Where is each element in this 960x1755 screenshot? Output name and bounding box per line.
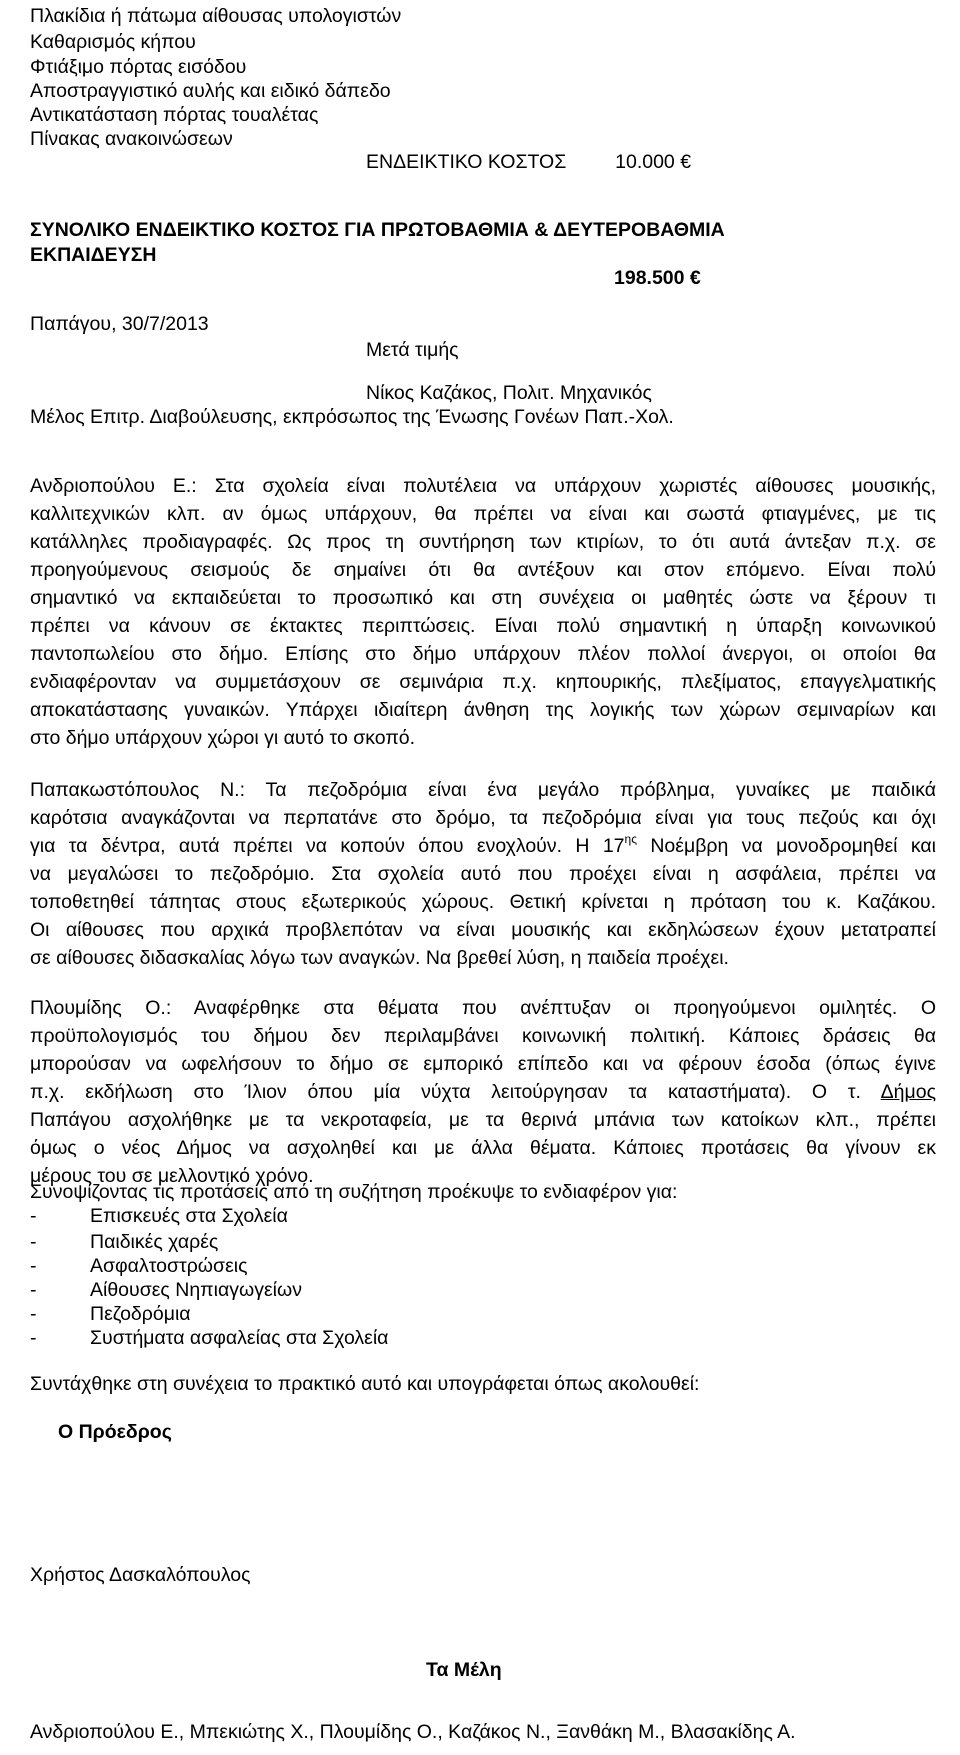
list-item-label: Παιδικές χαρές (90, 1231, 219, 1253)
signer-name: Νίκος Καζάκος, Πολιτ. Μηχανικός (366, 382, 652, 404)
total-amount-line (614, 266, 701, 290)
list-item (30, 1302, 191, 1326)
text-run: Νοέμβρη να μονοδρομηθεί και (636, 835, 936, 857)
underlined-text: Δήμος (880, 1081, 937, 1103)
closing-respect: Μετά τιμής (366, 339, 459, 361)
paragraph-line: παντοπωλείου στο δήμο. Επίσης στο δήμο υπάρχουν πλέον πολλοί άνεργοι, οι οποίοι θα (30, 643, 936, 665)
list-item: Πίνακας ανακοινώσεων (30, 128, 233, 150)
paragraph-line: όμως ο νέος Δήμος να ασχοληθεί και με άλλα θέματα. Κάποιες προτάσεις θα γίνουν εκ (30, 1137, 936, 1159)
president-name: Χρήστος Δασκαλόπουλος (30, 1564, 251, 1586)
subtotal-label: ΕΝΔΕΙΚΤΙΚΟ ΚΟΣΤΟΣ (366, 151, 567, 173)
paragraph-line: ενδιαφέρονταν να συμμετάσχουν σε σεμινάρια π.χ. κηπουρικής, πλεξίματος, επαγγελματικής (30, 671, 936, 693)
paragraph-line: κατάλληλες προδιαγραφές. Ως προς τη συντήρηση των κτιρίων, το ότι αυτά άντεξαν π.χ. σε (30, 531, 936, 553)
list-item: Αποστραγγιστικό αυλής και ειδικό δάπεδο (30, 80, 391, 102)
paragraph-line: Οι αίθουσες που αρχικά προβλεπόταν να είναι μουσικής και εκδηλώσεων έχουν μετατραπεί (30, 919, 936, 941)
place-date: Παπάγου, 30/7/2013 (30, 313, 209, 335)
dash-marker: - (30, 1205, 37, 1227)
paragraph-line: Ανδριοπούλου Ε.: Στα σχολεία είναι πολυτέλεια να υπάρχουν χωριστές αίθουσες μουσικής, (30, 475, 936, 497)
list-item (30, 1230, 218, 1254)
paragraph-line: προϋπολογισμός του δήμου δεν περιλαμβάνει κοινωνική πολιτική. Κάποιες δράσεις θα (30, 1025, 936, 1047)
dash-marker: - (30, 1303, 37, 1325)
paragraph-line (30, 832, 936, 860)
list-item-label: Επισκευές στα Σχολεία (90, 1205, 288, 1227)
subtotal-amount: 10.000 (615, 151, 675, 173)
list-item (30, 1326, 388, 1350)
total-heading-line2: ΕΚΠΑΙΔΕΥΣΗ (30, 244, 157, 266)
paragraph-line: αποκατάστασης γυναικών. Υπάρχει ιδιαίτερη άνθηση της λογικής των χώρων σεμιναρίων και (30, 699, 936, 721)
paragraph-line: σε αίθουσες διδασκαλίας λόγω των αναγκών. Να βρεθεί λύση, η παιδεία προέχει. (30, 947, 729, 969)
paragraph-line: προηγούμενους σεισμούς δε σημαίνει ότι θα αντέξουν και στον επόμενο. Είναι πολύ (30, 559, 936, 581)
text-run: για τα δέντρα, αυτά πρέπει να κοπούν όπου ενοχλούν. Η 17 (30, 835, 625, 857)
total-currency: € (689, 267, 701, 289)
summary-intro: Συνοψίζοντας τις προτάσεις από τη συζήτηση προέκυψε το ενδιαφέρον για: (30, 1181, 678, 1203)
paragraph-line: τοποθετηθεί τάπητας στους εξωτερικούς χώρους. Θετική κρίνεται η πρόταση του κ. Καζάκου. (30, 891, 936, 913)
signer-role: Μέλος Επιτρ. Διαβούλευσης, εκπρόσωπος της Ένωσης Γονέων Παπ.-Χολ. (30, 406, 674, 428)
paragraph-ploumidis (30, 994, 936, 1190)
dash-marker: - (30, 1255, 37, 1277)
paragraph-line: σημαντικό να εκπαιδεύεται το προσωπικό και στη συνέχεια οι μαθητές ώστε να ξέρουν τι (30, 587, 936, 609)
list-item: Καθαρισμός κήπου (30, 31, 196, 53)
paragraph-line: πρέπει να κάνουν σε έκτακτες περιπτώσεις. Είναι πολύ σημαντική η ύπαρξη κοινωνικού (30, 615, 936, 637)
paragraph-line: στο δήμο υπάρχουν χώροι γι αυτό το σκοπό. (30, 727, 416, 749)
list-item: Πλακίδια ή πάτωμα αίθουσας υπολογιστών (30, 5, 402, 27)
list-item-label: Πεζοδρόμια (90, 1303, 191, 1325)
list-item (30, 1254, 248, 1278)
paragraph-line: Πλουμίδης Ο.: Αναφέρθηκε στα θέματα που ανέπτυξαν οι προηγούμενοι ομιλητές. Ο (30, 997, 936, 1019)
paragraph-line: να μεγαλώσει το πεζοδρόμιο. Στα σχολεία αυτό που προέχει είναι η ασφάλεια, πρέπει να (30, 863, 936, 885)
president-label: Ο Πρόεδρος (58, 1421, 172, 1443)
list-item-label: Αίθουσες Νηπιαγωγείων (90, 1279, 302, 1301)
dash-marker: - (30, 1327, 37, 1349)
paragraph-line: μπορούσαν να ωφελήσουν το δήμο σε εμπορικό επίπεδο και να φέρουν έσοδα (όπως έγινε (30, 1053, 936, 1075)
paragraph-line: καλλιτεχνικών κλπ. αν όμως υπάρχουν, θα πρέπει να είναι και σωστά φτιαγμένες, με τις (30, 503, 936, 525)
closing-statement: Συντάχθηκε στη συνέχεια το πρακτικό αυτό και υπογράφεται όπως ακολουθεί: (30, 1373, 700, 1395)
list-item: Αντικατάσταση πόρτας τουαλέτας (30, 104, 319, 126)
members-label: Τα Μέλη (426, 1659, 502, 1681)
members-names: Ανδριοπούλου Ε., Μπεκιώτης Χ., Πλουμίδης Ο., Καζάκος Ν., Ξανθάκη Μ., Βλασακίδης Α. (30, 1721, 796, 1743)
ordinal-suffix: ης (624, 831, 637, 846)
paragraph-line: Παπάγου ασχολήθηκε με τα νεκροταφεία, με τα θερινά μπάνια των κατοίκων κλπ., πρέπει (30, 1109, 936, 1131)
total-amount: 198.500 (614, 267, 685, 289)
subtotal-line (366, 150, 691, 174)
subtotal-currency: € (680, 151, 692, 173)
list-item-label: Συστήματα ασφαλείας στα Σχολεία (90, 1327, 389, 1349)
paragraph-line (30, 1078, 936, 1106)
list-item (30, 1278, 302, 1302)
paragraph-line: μέρους του σε μελλοντικό χρόνο. (30, 1165, 314, 1187)
paragraph-line: καρότσια αναγκάζονται να περπατάνε στο δρόμο, τα πεζοδρόμια είναι για τους πεζούς και όχι (30, 807, 936, 829)
list-item: Φτιάξιμο πόρτας εισόδου (30, 56, 247, 78)
dash-marker: - (30, 1231, 37, 1253)
paragraph-line: Παπακωστόπουλος Ν.: Τα πεζοδρόμια είναι ένα μεγάλο πρόβλημα, γυναίκες με παιδικά (30, 779, 936, 801)
total-heading-line1: ΣΥΝΟΛΙΚΟ ΕΝΔΕΙΚΤΙΚΟ ΚΟΣΤΟΣ ΓΙΑ ΠΡΩΤΟΒΑΘΜΙΑ & ΔΕΥΤΕΡΟΒΑΘΜΙΑ (30, 219, 725, 241)
list-item-label: Ασφαλτοστρώσεις (90, 1255, 248, 1277)
text-run: π.χ. εκδήλωση στο Ίλιον όπου μία νύχτα λειτούργησαν τα καταστήματα). Ο τ. (30, 1081, 861, 1103)
paragraph-andriopoulou (30, 472, 936, 752)
list-item (30, 1204, 288, 1228)
paragraph-papakostopoulos (30, 776, 936, 972)
dash-marker: - (30, 1279, 37, 1301)
